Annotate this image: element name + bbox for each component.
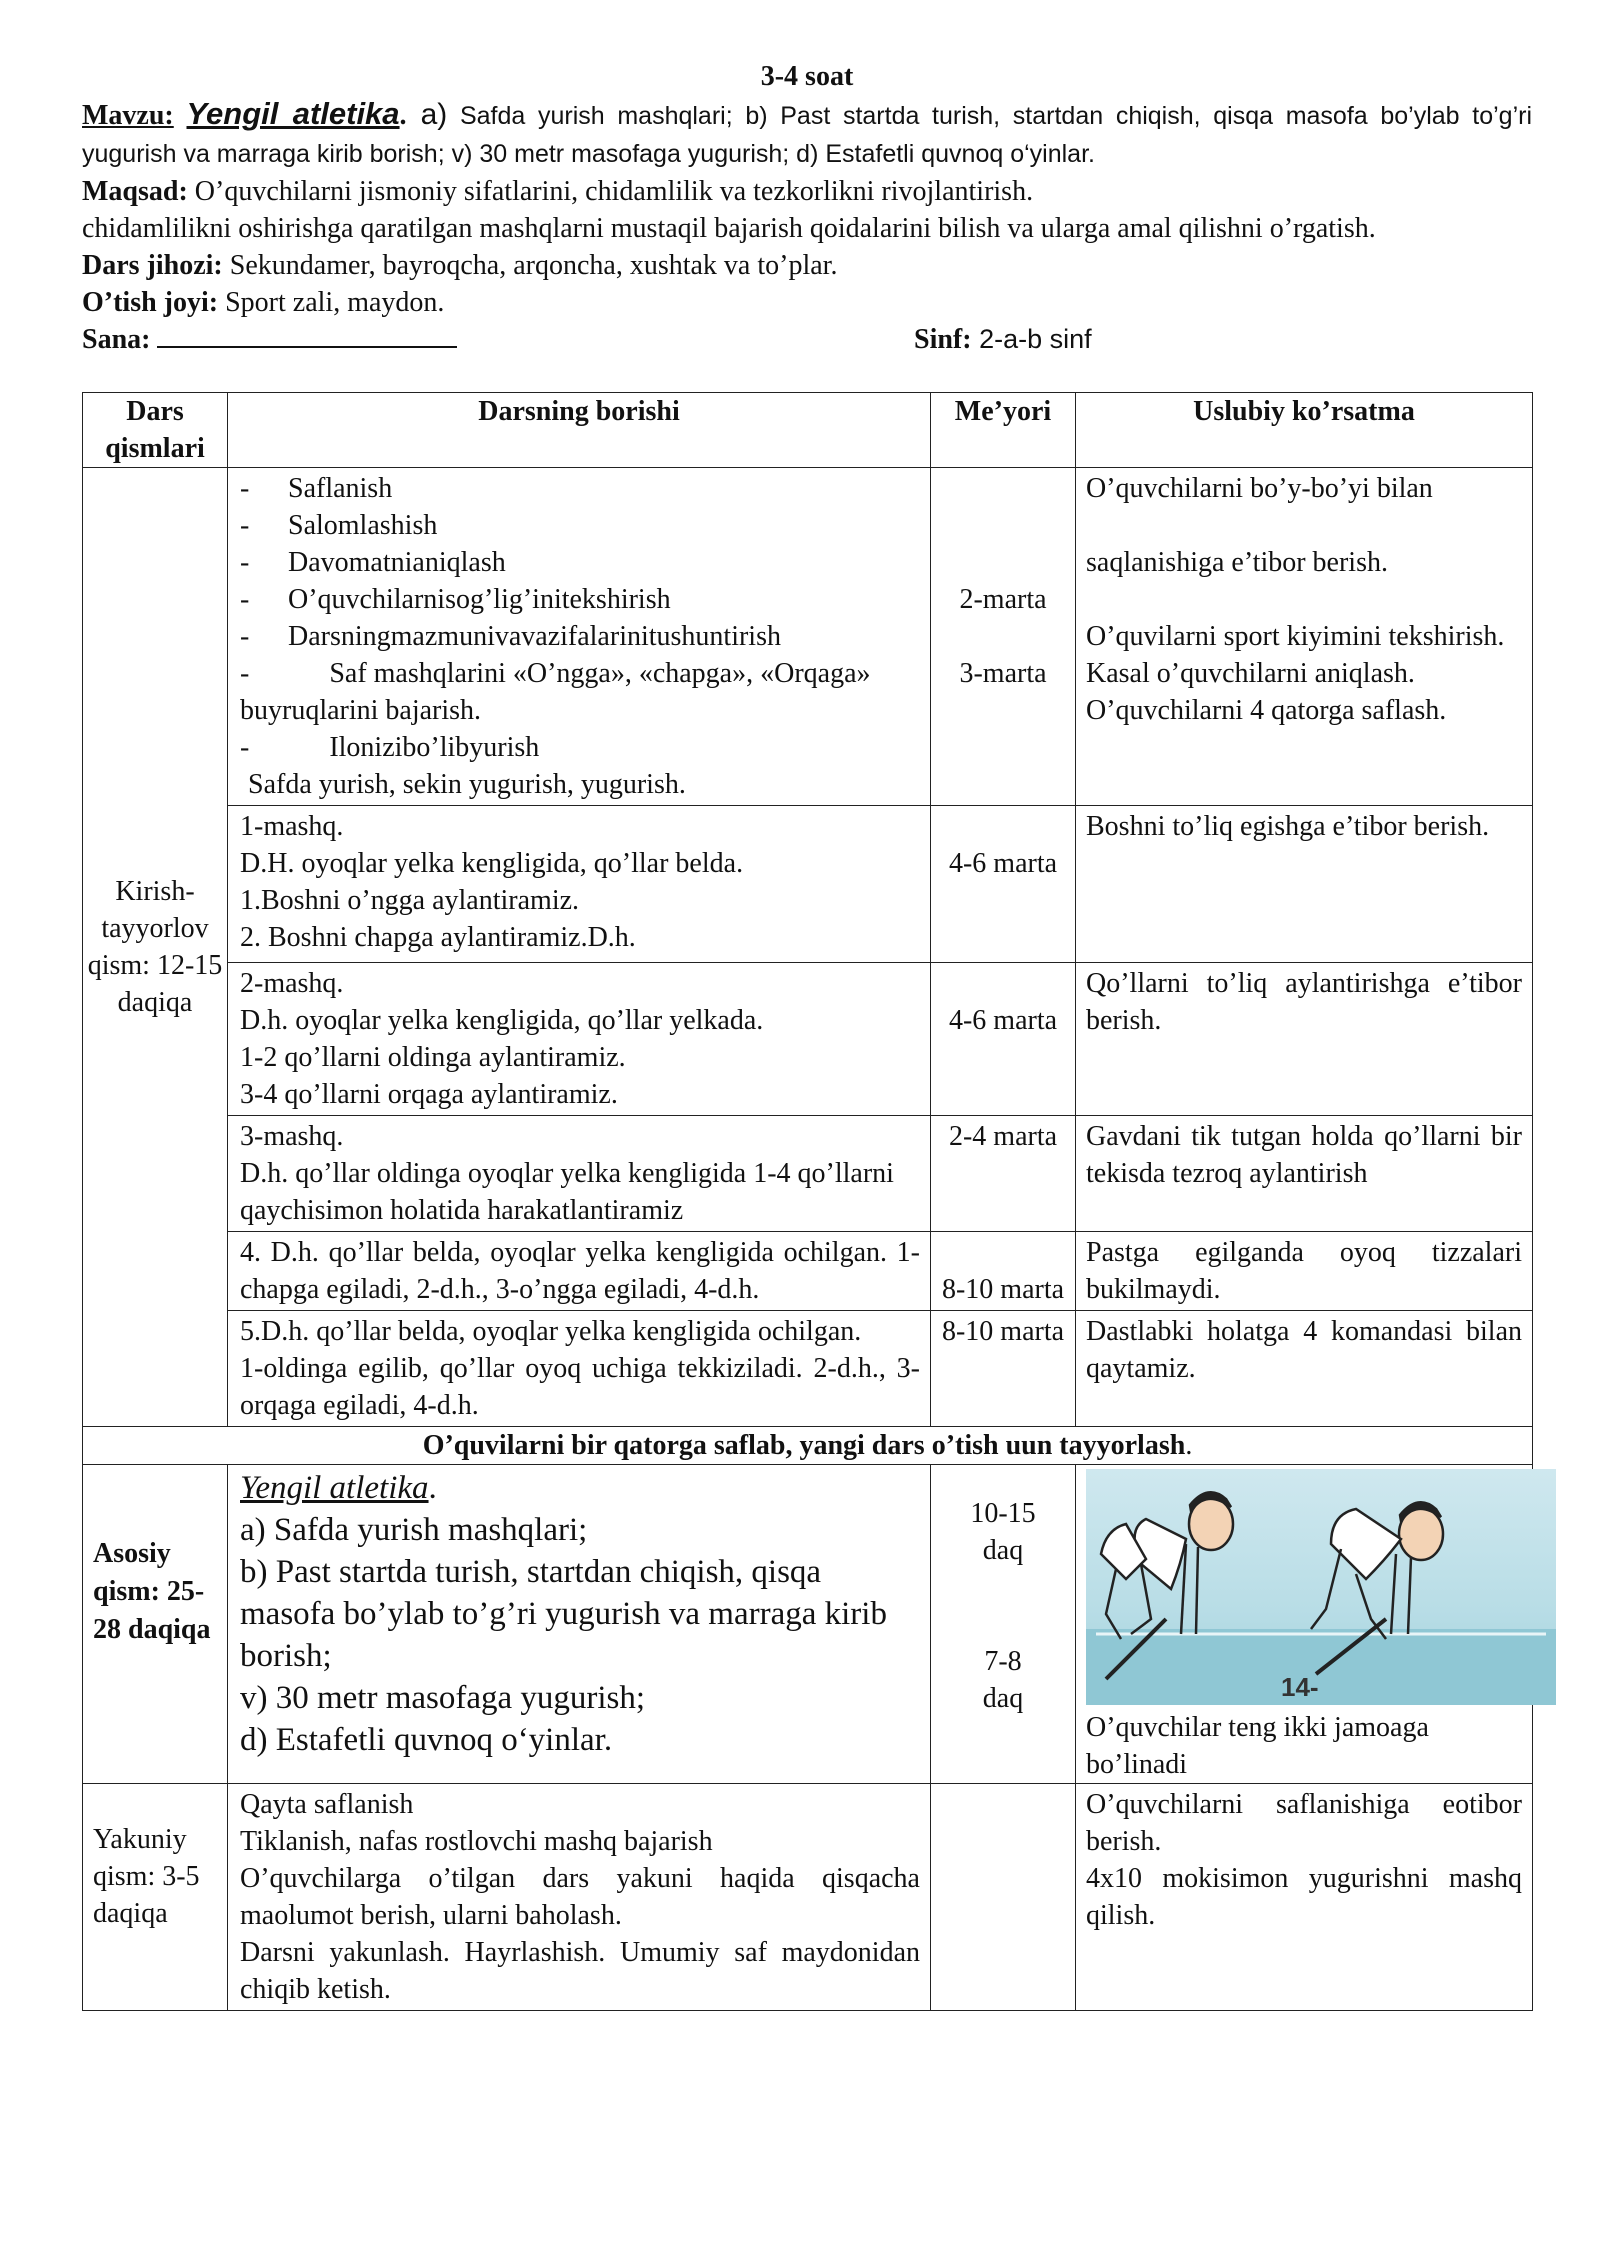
guidance-text: saqlanishiga e’tibor berish. [1086, 547, 1388, 578]
exercise-5: 5.D.h. qo’llar belda, oyoqlar yelka kengligida ochilgan. 1-oldinga egilib, qo’llar oyoq uchiga tekkiziladi. 2-d.h., 3-orqaga egiladi, 4-d.h. [228, 1311, 931, 1427]
part-final: Yakuniy qism: 3-5 daqiqa [83, 1784, 228, 2011]
exercise-3: 3-mashq. D.h. qo’llar oldinga oyoqlar yelka kengligida 1-4 qo’llarni qaychisimon holatida harakatlantiramiz [228, 1116, 931, 1232]
guidance-text: O’quvchilar teng ikki jamoaga bo’linadi [1086, 1712, 1429, 1780]
exercise-4: 4. D.h. qo’llar belda, oyoqlar yelka kengligida ochilgan. 1-chapga egiladi, 2-d.h., 3-o’ngga egiladi, 4-d.h. [228, 1232, 931, 1311]
equipment-label: Dars jihozi: [82, 250, 223, 281]
topic-dot: . [399, 100, 407, 131]
topic-line [82, 95, 1532, 173]
header-norm: Me’yori [931, 393, 1076, 468]
guidance-text: Qo’llarni to’liq aylantirishga e’tibor berish. [1076, 963, 1533, 1116]
topic-label: Mavzu: [82, 100, 174, 131]
goal-label: Maqsad: [82, 176, 188, 207]
topic-a: a) [406, 98, 448, 131]
goal-line [82, 173, 1532, 210]
norm-value: 2-marta [959, 584, 1047, 615]
table-row [83, 1116, 1533, 1232]
list-item: Qayta saflanish [240, 1789, 414, 1820]
list-item: d) Estafetli quvnoq o‘yinlar. [240, 1722, 613, 1758]
list-item: - Darsningmazmunivavazifalarinitushuntirish [240, 621, 781, 652]
list-item: - Saf mashqlarini «O’ngga», «chapga», «Orqaga» buyruqlarini bajarish. [240, 658, 871, 726]
list-item: b) Past startda turish, startdan chiqish, qisqa masofa bo’ylab to’g’ri yugurish va marraga kirib borish; [240, 1554, 887, 1674]
place-line [82, 284, 1532, 321]
norm-value: 10-15 daq [970, 1498, 1036, 1566]
final-guidance [1076, 1784, 1533, 2011]
table-row [83, 963, 1533, 1116]
place-label: O’tish joyi: [82, 287, 219, 318]
table-row [83, 1465, 1533, 1784]
guidance-text: O’quvchilarni 4 qatorga saflash. [1086, 695, 1447, 726]
part-intro: Kirish-tayyorlov qism: 12-15 daqiqa [83, 468, 228, 1427]
divider-row: O’quvilarni bir qatorga saflab, yangi dars o’tish uun tayyorlash. [83, 1427, 1533, 1465]
guidance-text: Gavdani tik tutgan holda qo’llarni bir tekisda tezroq aylantirish [1076, 1116, 1533, 1232]
sprint-start-illustration [1086, 1469, 1556, 1705]
class-text: 2-a-b sinf [971, 324, 1092, 354]
divider-text: O’quvilarni bir qatorga saflab, yangi dars o’tish uun tayyorlash [422, 1430, 1186, 1461]
sprint-start-figure [1086, 1469, 1556, 1705]
final-norm [931, 1784, 1076, 2011]
main-topic: Yengil atletika [240, 1470, 429, 1506]
topic-name: Yengil atletika [186, 96, 400, 131]
header-progress: Darsning borishi [228, 393, 931, 468]
norm-value: 8-10 marta [931, 1311, 1076, 1427]
place-text: Sport zali, maydon. [218, 287, 445, 318]
norm-value: 4-6 marta [931, 806, 1076, 963]
list-item: Darsni yakunlash. Hayrlashish. Umumiy saf maydonidan chiqib ketish. [240, 1937, 920, 2005]
header-guidance: Uslubiy ko’rsatma [1076, 393, 1533, 468]
table-row [83, 1232, 1533, 1311]
main-guidance [1076, 1465, 1533, 1784]
guidance-text: Kasal o’quvchilarni aniqlash. [1086, 658, 1415, 689]
figure-label: 14- [1281, 1672, 1319, 1702]
date-class-line [82, 321, 1532, 358]
main-norm [931, 1465, 1076, 1784]
guidance-text: 4x10 mokisimon yugurishni mashq qilish. [1086, 1863, 1522, 1931]
intro-activities [228, 468, 931, 806]
table-header-row [83, 393, 1533, 468]
class-info [914, 321, 1092, 358]
page-title: 3-4 soat [760, 61, 854, 92]
table-row [83, 1311, 1533, 1427]
list-item: Tiklanish, nafas rostlovchi mashq bajarish [240, 1826, 713, 1857]
lesson-table [82, 392, 1533, 2011]
intro-guidance [1076, 468, 1533, 806]
norm-value: 3-marta [959, 658, 1047, 689]
guidance-text: O’quvchilarni saflanishiga eotibor berish. [1086, 1789, 1522, 1857]
guidance-text: O’quvilarni sport kiyimini tekshirish. [1086, 621, 1505, 652]
list-item: v) 30 metr masofaga yugurish; [240, 1680, 646, 1716]
date-label: Sana: [82, 324, 151, 355]
date-blank [157, 324, 457, 348]
list-item: - O’quvchilarnisog’lig’initekshirish [240, 584, 671, 615]
list-item: - Saflanish [240, 473, 393, 504]
guidance-text: O’quvchilarni bo’y-bo’yi bilan [1086, 473, 1433, 504]
list-item: a) Safda yurish mashqlari; [240, 1512, 588, 1548]
goal-text: O’quvchilarni jismoniy sifatlarini, chidamlilik va tezkorlikni rivojlantirish. [187, 176, 1034, 207]
guidance-text: Dastlabki holatga 4 komandasi bilan qaytamiz. [1076, 1311, 1533, 1427]
exercise-1: 1-mashq. D.H. oyoqlar yelka kengligida, qo’llar belda. 1.Boshni o’ngga aylantiramiz. 2. Boshni chapga aylantiramiz.D.h. [228, 806, 931, 963]
norm-value: 2-4 marta [931, 1116, 1076, 1232]
norm-value: 4-6 marta [931, 963, 1076, 1116]
part-main: Asosiy qism: 25-28 daqiqa [83, 1465, 228, 1784]
final-activities [228, 1784, 931, 2011]
list-item: - Salomlashish [240, 510, 438, 541]
list-item: - Davomatnianiqlash [240, 547, 506, 578]
equipment-line [82, 247, 1532, 284]
list-item: O’quvchilarga o’tilgan dars yakuni haqida qisqacha maolumot berish, ularni baholash. [240, 1863, 920, 1931]
header-parts: Dars qismlari [83, 393, 228, 468]
guidance-text: Pastga egilganda oyoq tizzalari bukilmaydi. [1076, 1232, 1533, 1311]
guidance-text: Boshni to’liq egishga e’tibor berish. [1076, 806, 1533, 963]
list-item: - Ilonizibo’libyurish [240, 732, 540, 763]
table-row [83, 1427, 1533, 1465]
norm-value: 8-10 marta [931, 1232, 1076, 1311]
topic-text: Safda yurish mashqlari; b) Past startda turish, startdan chiqish, qisqa masofa bo’ylab to’g’ri yugurish va marraga kirib borish; v) 30 metr masofaga yugurish; d) Estafetli quvnoq o‘yinlar. [82, 102, 1532, 168]
list-item: Safda yurish, sekin yugurish, yugurish. [248, 769, 686, 800]
table-row [83, 1784, 1533, 2011]
table-row [83, 806, 1533, 963]
main-activities: Yengil atletika. a) Safda yurish mashqlari; b) Past startda turish, startdan chiqish, qisqa masofa bo’ylab to’g’ri yugurish va marraga kirib borish; v) 30 metr masofaga yugurish; d) Estafetli quvnoq o‘yinlar. [228, 1465, 931, 1784]
table-row [83, 468, 1533, 806]
class-label: Sinf: [914, 324, 972, 355]
goal-text-2: chidamlilikni oshirishga qaratilgan mashqlarni mustaqil bajarish qoidalarini bilish va ularga amal qilishni o’rgatish. [82, 213, 1376, 244]
norm-value: 7-8 daq [982, 1646, 1024, 1714]
equipment-text: Sekundamer, bayroqcha, arqoncha, xushtak va to’plar. [222, 250, 838, 281]
exercise-2: 2-mashq. D.h. oyoqlar yelka kengligida, qo’llar yelkada. 1-2 qo’llarni oldinga aylantiramiz. 3-4 qo’llarni orqaga aylantiramiz. [228, 963, 931, 1116]
intro-norm [931, 468, 1076, 806]
